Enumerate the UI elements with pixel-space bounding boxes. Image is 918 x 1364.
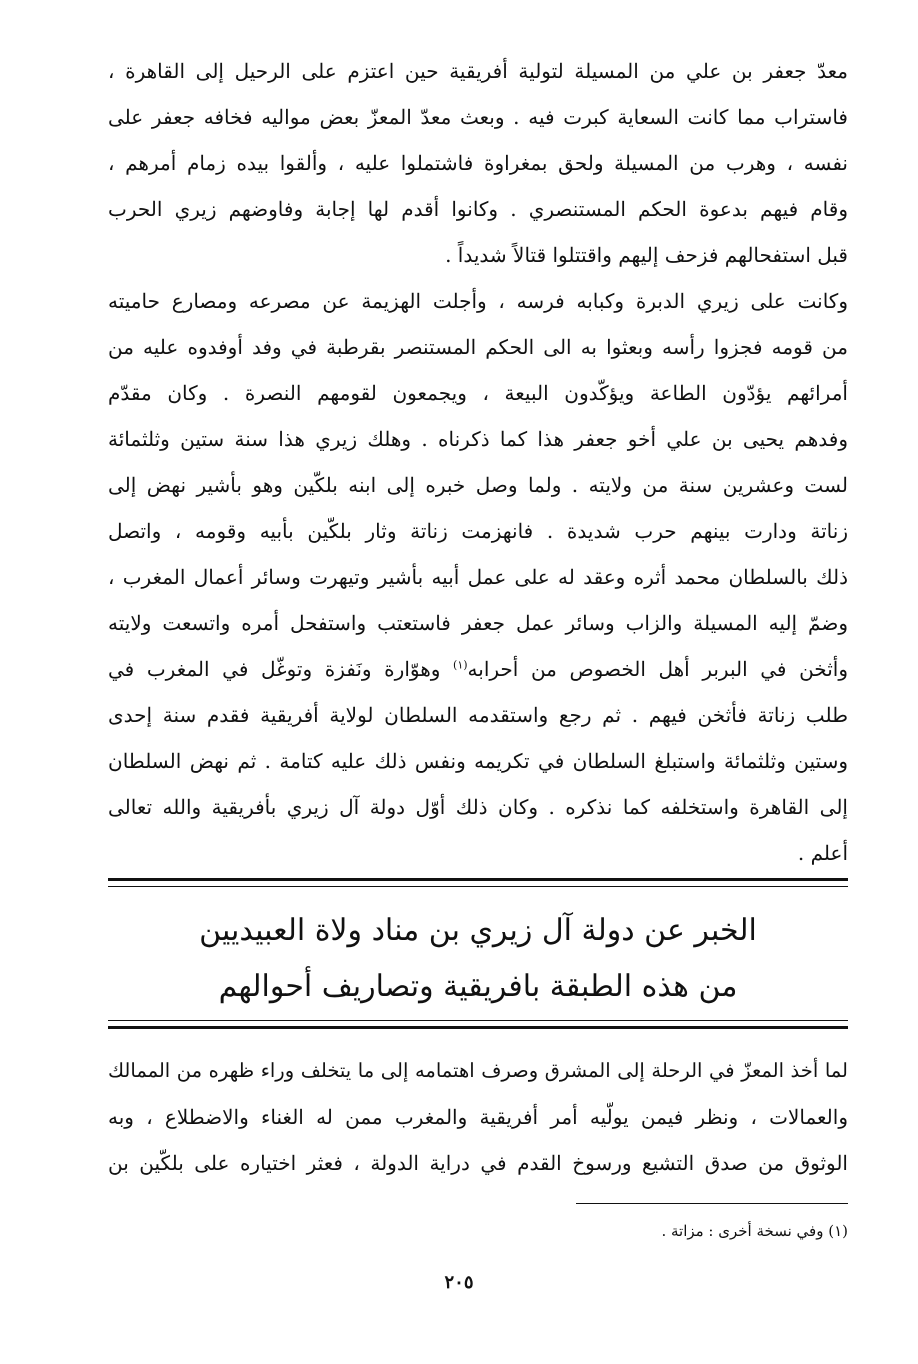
text-line: وضمّ إليه المسيلة والزاب وسائر عمل جعفر فاستعتب واستفحل أمره واتسعت ولايته <box>108 611 848 635</box>
text-line: قبل استفحالهم فزحف إليهم واقتتلوا قتالاً شديداً . <box>445 243 848 267</box>
text-line: زناتة ودارت بينهم حرب شديدة . فانهزمت زناتة وثار بلكّين بأبيه وقومه ، واتصل <box>108 519 848 543</box>
text-line: فاستراب مما كانت السعاية كبرت فيه . وبعث معدّ المعزّ بعض مواليه فخافه جعفر على <box>108 105 848 129</box>
text-line: وقام فيهم بدعوة الحكم المستنصري . وكانوا أقدم لها إجابة وفاوضهم زيري الحرب <box>108 197 848 221</box>
text-line: أمرائهم يؤدّون الطاعة ويؤكّدون البيعة ، ويجمعون لقومهم النصرة . وكان مقدّم <box>108 381 848 405</box>
section-heading-line-1: الخبر عن دولة آل زيري بن مناد ولاة العبيديين <box>199 913 757 948</box>
text-line: ذلك بالسلطان محمد أثره وعقد له على عمل أبيه بأشير وتيهرت وسائر أعمال المغرب ، <box>108 565 848 589</box>
section-heading-line-2: من هذه الطبقة بافريقية وتصاريف أحوالهم <box>218 969 738 1004</box>
text-line: لما أخذ المعزّ في الرحلة إلى المشرق وصرف اهتمامه إلى ما يتخلف وراء ظهره من الممالك <box>108 1059 848 1082</box>
text-line: الوثوق من صدق التشيع ورسوخ القدم في دراية الدولة ، فعثر اختياره على بلكّين بن <box>108 1151 848 1175</box>
text-line: وكانت على زيري الدبرة وكبابه فرسه ، وأجلت الهزيمة عن مصرعه ومصارع حاميته <box>108 289 848 313</box>
paragraph-2 <box>108 278 848 876</box>
paragraph-1 <box>108 48 848 278</box>
text-line: وفدهم يحيى بن علي أخو جعفر هذا كما ذكرناه . وهلك زيري هذا سنة ستين وثلثمائة <box>108 427 848 451</box>
footnote: (١) وفي نسخة أخرى : مزاتة . <box>661 1222 848 1240</box>
paragraph-3 <box>108 1048 848 1186</box>
text-line-with-footnote <box>108 646 848 692</box>
text-line: والعمالات ، ونظر فيمن يولّيه أمر أفريقية والمغرب ممن له الغناء والاضطلاع ، وبه <box>108 1105 848 1129</box>
text-line: من قومه فجزوا رأسه وبعثوا به الى الحكم المستنصر بقرطبة في وفد أوفدوه عليه من <box>108 335 848 359</box>
footnote-reference: (١) <box>453 658 468 672</box>
text-line: وستين وثلثمائة واستبلغ السلطان في تكريمه ونفس ذلك عليه كتامة . ثم نهض السلطان <box>108 749 848 773</box>
page-number: ٢٠٥ <box>444 1272 474 1293</box>
section-divider-bottom-thick <box>108 1026 848 1029</box>
text-segment: وأثخن في البربر أهل الخصوص من أحرابه <box>467 657 848 681</box>
section-divider-bottom-thin <box>108 1020 848 1021</box>
text-segment: وهوّارة ونَفزة وتوغّل في المغرب في <box>108 657 441 681</box>
text-line: نفسه ، وهرب من المسيلة ولحق بمغراوة فاشتملوا عليه ، وألقوا بيده زمام أمرهم ، <box>108 151 848 175</box>
section-divider-top-thin <box>108 886 848 887</box>
text-line: لست وعشرين سنة من ولايته . ولما وصل خبره إلى ابنه بلكّين وهو بأشير نهض إلى <box>108 473 848 497</box>
text-line: طلب زناتة فأثخن فيهم . ثم رجع واستقدمه السلطان لولاية أفريقية فقدم سنة إحدى <box>108 703 848 727</box>
text-line: إلى القاهرة واستخلفه كما نذكره . وكان ذلك أوّل دولة آل زيري بأفريقية والله تعالى <box>108 795 848 819</box>
text-line: معدّ جعفر بن علي من المسيلة لتولية أفريقية حين اعتزم على الرحيل إلى القاهرة ، <box>108 59 848 83</box>
text-line: أعلم . <box>797 841 848 865</box>
footnote-separator <box>576 1203 848 1204</box>
section-divider-top-thick <box>108 878 848 881</box>
